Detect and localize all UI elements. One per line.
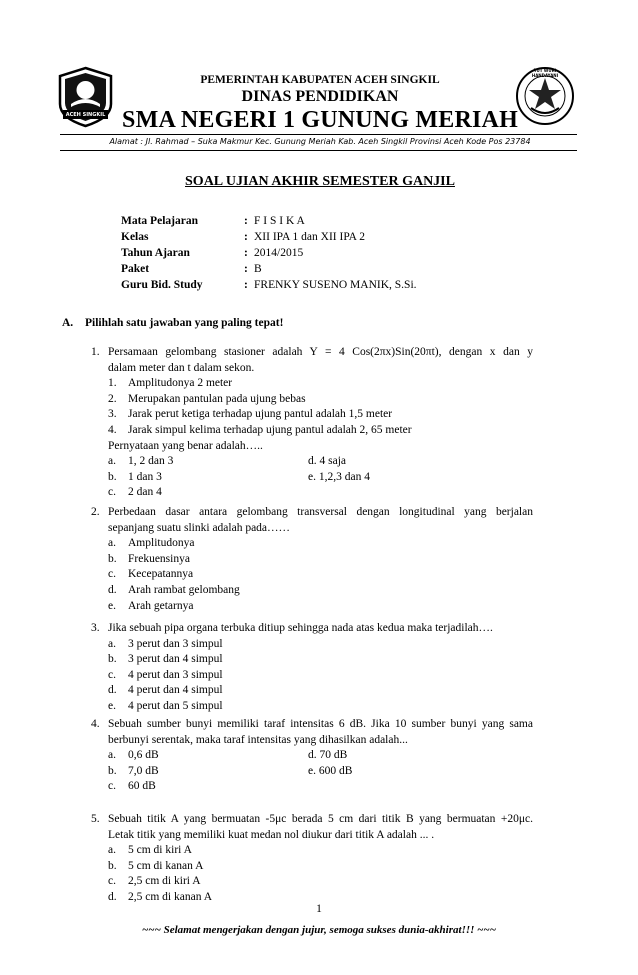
page-number: 1 bbox=[316, 903, 322, 915]
answer-option bbox=[108, 485, 533, 501]
option-text: Kecepatannya bbox=[128, 568, 194, 581]
info-row-class bbox=[121, 229, 417, 245]
info-label: Kelas bbox=[121, 231, 149, 243]
option-letter: a. bbox=[108, 637, 116, 650]
answer-option bbox=[108, 859, 533, 875]
option-text: Arah getarnya bbox=[128, 599, 194, 612]
answer-option bbox=[108, 652, 533, 668]
info-row-package bbox=[121, 261, 417, 277]
regency-logo bbox=[57, 66, 114, 128]
option-text: Frekuensinya bbox=[128, 552, 190, 565]
info-value: B bbox=[254, 263, 262, 275]
option-text: 2,5 cm di kanan A bbox=[128, 890, 212, 903]
info-value: FRENKY SUSENO MANIK, S.Si. bbox=[254, 279, 417, 291]
question-stem: Perbedaan dasar antara gelombang transversal dengan longitudinal yang berjalan bbox=[108, 506, 533, 518]
answer-option bbox=[108, 583, 533, 599]
option-text: d. 70 dB bbox=[308, 749, 348, 762]
option-letter: c. bbox=[108, 668, 116, 681]
footer-message: ~~~ Selamat mengerjakan dengan jujur, semoga sukses dunia-akhirat!!! ~~~ bbox=[142, 924, 496, 936]
question-stem: Sebuah sumber bunyi memiliki taraf intensitas 6 dB. Jika 10 sumber bunyi yang sama bbox=[108, 718, 533, 730]
statement-text: Jarak perut ketiga terhadap ujung pantul adalah 1,5 meter bbox=[128, 408, 393, 421]
option-letter: a. bbox=[108, 537, 116, 550]
answer-option bbox=[108, 843, 533, 859]
question-stem: Letak titik yang memiliki kuat medan nol diukur dari titik A adalah ... . bbox=[108, 828, 435, 841]
info-label: Paket bbox=[121, 263, 150, 275]
section-letter: A. bbox=[62, 317, 74, 329]
answer-option bbox=[108, 552, 533, 568]
answer-option bbox=[108, 536, 533, 552]
statement bbox=[108, 423, 533, 439]
option-text: d. 4 saja bbox=[308, 455, 347, 468]
option-text: 4 perut dan 3 simpul bbox=[128, 668, 223, 681]
option-letter: b. bbox=[108, 653, 117, 666]
statement-number: 1. bbox=[108, 377, 117, 390]
statement-text: Jarak simpul kelima terhadap ujung pantul adalah 2, 65 meter bbox=[128, 423, 412, 436]
answer-option bbox=[108, 683, 533, 699]
answer-option bbox=[108, 764, 533, 780]
option-text: Amplitudonya bbox=[128, 537, 195, 550]
question-stem: berbunyi serentak, maka taraf intensitas yang dihasilkan adalah... bbox=[108, 733, 408, 746]
answer-option bbox=[108, 668, 533, 684]
answer-option bbox=[108, 874, 533, 890]
option-letter: c. bbox=[108, 568, 116, 581]
exam-title: SOAL UJIAN AKHIR SEMESTER GANJIL bbox=[185, 174, 455, 189]
option-text: Arah rambat gelombang bbox=[128, 583, 240, 596]
option-text: 4 perut dan 5 simpul bbox=[128, 699, 223, 712]
answer-option bbox=[108, 470, 533, 486]
option-text: 2 dan 4 bbox=[128, 486, 162, 499]
answer-option bbox=[108, 779, 533, 795]
question-stem: Pernyataan yang benar adalah….. bbox=[108, 439, 263, 452]
question-stem: Jika sebuah pipa organa terbuka ditiup sehingga nada atas kedua maka terjadilah…. bbox=[108, 622, 493, 634]
option-text: 3 perut dan 4 simpul bbox=[128, 653, 223, 666]
question-stem: dalam meter dan t dalam sekon. bbox=[108, 361, 255, 374]
question-number: 1. bbox=[91, 346, 100, 358]
option-text: e. 1,2,3 dan 4 bbox=[308, 470, 370, 483]
option-text: 60 dB bbox=[128, 780, 156, 793]
exam-info bbox=[121, 213, 417, 293]
section-instruction: Pilihlah satu jawaban yang paling tepat! bbox=[85, 317, 284, 329]
option-letter: b. bbox=[108, 764, 117, 777]
question-3 bbox=[91, 621, 533, 715]
option-letter: a. bbox=[108, 455, 116, 468]
statement bbox=[108, 407, 533, 423]
question-stem: Sebuah titik A yang bermuatan -5μc berada 5 cm dari titik B yang bermuatan +20μc. bbox=[108, 813, 533, 825]
question-number: 4. bbox=[91, 718, 100, 730]
question-number: 5. bbox=[91, 813, 100, 825]
question-2 bbox=[91, 505, 533, 614]
option-text: 5 cm di kanan A bbox=[128, 859, 204, 872]
info-value: XII IPA 1 dan XII IPA 2 bbox=[254, 231, 365, 243]
option-letter: a. bbox=[108, 844, 116, 857]
option-text: 1, 2 dan 3 bbox=[128, 455, 174, 468]
question-1 bbox=[91, 345, 533, 501]
school-address: Alamat : Jl. Rahmad – Suka Makmur Kec. Gunung Meriah Kab. Aceh Singkil Provinsi Aceh Kode Pos 23784 bbox=[109, 137, 531, 146]
option-letter: b. bbox=[108, 470, 117, 483]
question-4 bbox=[91, 717, 533, 795]
option-letter: b. bbox=[108, 859, 117, 872]
statement-number: 3. bbox=[108, 408, 117, 421]
option-letter: d. bbox=[108, 583, 117, 596]
option-text: 4 perut dan 4 simpul bbox=[128, 684, 223, 697]
info-row-subject bbox=[121, 213, 417, 229]
regency-logo-text: ACEH SINGKIL bbox=[65, 112, 106, 118]
info-colon: : bbox=[244, 263, 248, 275]
government-heading: PEMERINTAH KABUPATEN ACEH SINGKIL bbox=[200, 74, 440, 86]
option-letter: e. bbox=[108, 699, 116, 712]
option-text: 1 dan 3 bbox=[128, 470, 162, 483]
info-value: 2014/2015 bbox=[254, 247, 304, 259]
question-number: 2. bbox=[91, 506, 100, 518]
tut-wuri-logo-text: TUT WURI HANDAYANI bbox=[531, 68, 559, 78]
statement-number: 4. bbox=[108, 423, 117, 436]
option-text: 5 cm di kiri A bbox=[128, 844, 192, 857]
info-label: Tahun Ajaran bbox=[121, 247, 190, 259]
question-stem: Persamaan gelombang stasioner adalah Y = 4 Cos(2πx)Sin(20πt), dengan x dan y bbox=[108, 346, 533, 358]
statement-number: 2. bbox=[108, 392, 117, 405]
info-colon: : bbox=[244, 215, 248, 227]
info-label: Guru Bid. Study bbox=[121, 279, 203, 291]
info-label: Mata Pelajaran bbox=[121, 215, 198, 227]
option-letter: c. bbox=[108, 486, 116, 499]
answer-option bbox=[108, 599, 533, 615]
section-heading bbox=[62, 317, 283, 329]
option-letter: e. bbox=[108, 599, 116, 612]
statement-text: Merupakan pantulan pada ujung bebas bbox=[128, 392, 306, 405]
department-heading: DINAS PENDIDIKAN bbox=[241, 88, 399, 105]
letterhead-rule-top bbox=[60, 134, 577, 135]
answer-option bbox=[108, 454, 533, 470]
option-text: e. 600 dB bbox=[308, 764, 353, 777]
option-letter: d. bbox=[108, 684, 117, 697]
statement bbox=[108, 392, 533, 408]
option-text: 2,5 cm di kiri A bbox=[128, 875, 201, 888]
option-letter: b. bbox=[108, 552, 117, 565]
option-letter: d. bbox=[108, 890, 117, 903]
school-name: SMA NEGERI 1 GUNUNG MERIAH bbox=[122, 107, 518, 133]
info-colon: : bbox=[244, 279, 248, 291]
option-letter: c. bbox=[108, 780, 116, 793]
option-letter: c. bbox=[108, 875, 116, 888]
question-number: 3. bbox=[91, 622, 100, 634]
answer-option bbox=[108, 567, 533, 583]
option-text: 3 perut dan 3 simpul bbox=[128, 637, 223, 650]
info-row-teacher bbox=[121, 277, 417, 293]
answer-option bbox=[108, 748, 533, 764]
option-text: 7,0 dB bbox=[128, 764, 159, 777]
answer-option bbox=[108, 637, 533, 653]
info-colon: : bbox=[244, 231, 248, 243]
statement-text: Amplitudonya 2 meter bbox=[128, 377, 233, 390]
question-stem: sepanjang suatu slinki adalah pada…… bbox=[108, 521, 291, 534]
option-text: 0,6 dB bbox=[128, 749, 159, 762]
info-value: F I S I K A bbox=[254, 215, 305, 227]
answer-option bbox=[108, 699, 533, 715]
option-letter: a. bbox=[108, 749, 116, 762]
statement bbox=[108, 376, 533, 392]
info-row-year bbox=[121, 245, 417, 261]
question-5 bbox=[91, 812, 533, 906]
letterhead-rule-bottom bbox=[60, 150, 577, 151]
info-colon: : bbox=[244, 247, 248, 259]
